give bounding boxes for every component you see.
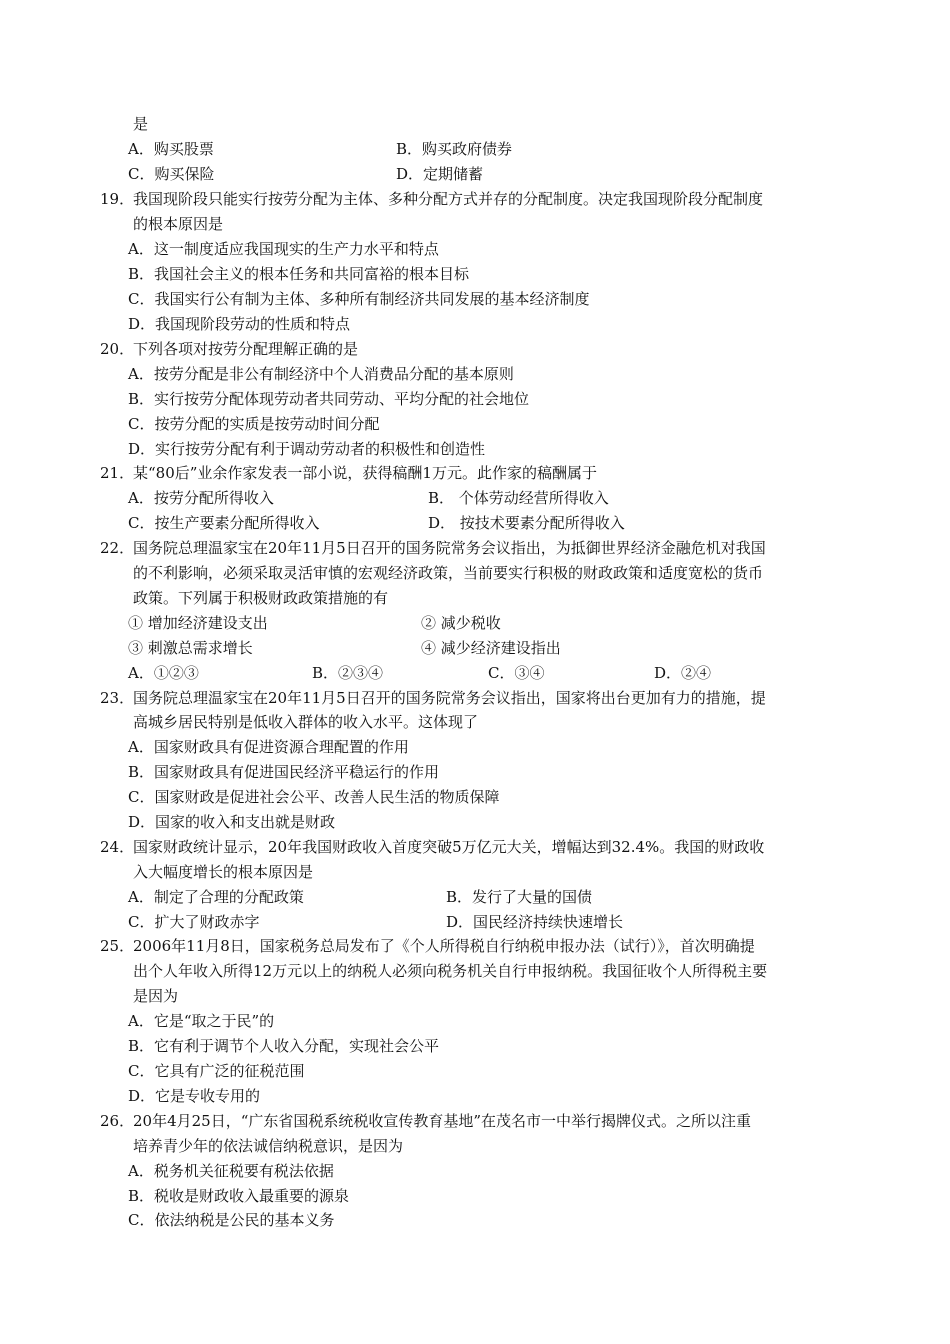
question-stem: 高城乡居民特别是低收入群体的收入水平。这体现了: [133, 713, 479, 731]
option-d: D．②④: [654, 664, 712, 682]
statement-item: ① 增加经济建设支出: [128, 614, 268, 632]
option-b: B．购买政府债券: [396, 140, 513, 158]
question-stem: 入大幅度增长的根本原因是: [133, 863, 314, 881]
question-stem: 是因为: [133, 987, 179, 1005]
option-a: A．税务机关征税要有税法依据: [128, 1162, 334, 1180]
question-stem: 培养青少年的依法诚信纳税意识，是因为: [133, 1137, 404, 1155]
question-number: 19．: [100, 190, 135, 208]
option-c: C．购买保险: [128, 165, 215, 183]
question-stem: 出个人年收入所得12万元以上的纳税人必须向税务机关自行申报纳税。我国征收个人所得税主要: [133, 962, 768, 980]
option-c: C．依法纳税是公民的基本义务: [128, 1211, 335, 1229]
question-number: 25．: [100, 937, 135, 955]
option-d: D． 按技术要素分配所得收入: [428, 514, 625, 532]
option-c: C．扩大了财政赤字: [128, 913, 260, 931]
statement-item: ② 减少税收: [421, 614, 501, 632]
option-a: A．它是“取之于民”的: [128, 1012, 275, 1030]
option-b: B．发行了大量的国债: [446, 888, 593, 906]
option-b: B．②③④: [312, 664, 384, 682]
option-a: A．按劳分配是非公有制经济中个人消费品分配的基本原则: [128, 365, 514, 383]
question-stem: 我国现阶段只能实行按劳分配为主体、多种分配方式并存的分配制度。决定我国现阶段分配制度: [133, 190, 764, 208]
question-stem: 国家财政统计显示，20年我国财政收入首度突破5万亿元大关，增幅达到32.4%。我国的财政收: [133, 838, 765, 856]
option-b: B． 个体劳动经营所得收入: [428, 489, 609, 507]
option-b: B．实行按劳分配体现劳动者共同劳动、平均分配的社会地位: [128, 390, 530, 408]
option-a: A．国家财政具有促进资源合理配置的作用: [128, 738, 409, 756]
question-stem: 的根本原因是: [133, 215, 224, 233]
question-number: 26．: [100, 1112, 135, 1130]
option-c: C．按劳分配的实质是按劳动时间分配: [128, 415, 380, 433]
option-d: D．国民经济持续快速增长: [446, 913, 624, 931]
question-number: 21．: [100, 464, 135, 482]
question-stem: 某“80后”业余作家发表一部小说，获得稿酬1万元。此作家的稿酬属于: [133, 464, 597, 482]
option-d: D．国家的收入和支出就是财政: [128, 813, 336, 831]
question-number: 24．: [100, 838, 135, 856]
question-number: 23．: [100, 689, 135, 707]
option-a: A．购买股票: [128, 140, 214, 158]
option-a: A．按劳分配所得收入: [128, 489, 274, 507]
option-c: C．按生产要素分配所得收入: [128, 514, 320, 532]
option-d: D．它是专收专用的: [128, 1087, 261, 1105]
option-d: D．定期储蓄: [396, 165, 484, 183]
question-stem: 政策。下列属于积极财政政策措施的有: [133, 589, 389, 607]
question-stem: 国务院总理温家宝在20年11月5日召开的国务院常务会议指出，为抵御世界经济金融危机对我国: [133, 539, 766, 557]
question-number: 22．: [100, 539, 135, 557]
option-c: C．我国实行公有制为主体、多种所有制经济共同发展的基本经济制度: [128, 290, 590, 308]
question-stem: 20年4月25日，“广东省国税系统税收宣传教育基地”在茂名市一中举行揭牌仪式。之所以注重: [133, 1112, 752, 1130]
option-a: A．这一制度适应我国现实的生产力水平和特点: [128, 240, 439, 258]
option-c: C．③④: [488, 664, 545, 682]
question-stem: 下列各项对按劳分配理解正确的是: [133, 340, 359, 358]
option-a: A．制定了合理的分配政策: [128, 888, 304, 906]
option-b: B．我国社会主义的根本任务和共同富裕的根本目标: [128, 265, 470, 283]
question-stem: 是: [133, 115, 149, 133]
option-c: C．国家财政是促进社会公平、改善人民生活的物质保障: [128, 788, 500, 806]
question-number: 20．: [100, 340, 135, 358]
option-d: D．我国现阶段劳动的性质和特点: [128, 315, 351, 333]
option-c: C．它具有广泛的征税范围: [128, 1062, 305, 1080]
option-b: B．国家财政具有促进国民经济平稳运行的作用: [128, 763, 440, 781]
question-stem: 的不利影响，必须采取灵活审慎的宏观经济政策，当前要实行积极的财政政策和适度宽松的货币: [133, 564, 764, 582]
question-stem: 2006年11月8日，国家税务总局发布了《个人所得税自行纳税申报办法（试行）》，首次明确提: [133, 937, 755, 955]
statement-item: ④ 减少经济建设指出: [421, 639, 561, 657]
option-a: A．①②③: [128, 664, 199, 682]
statement-item: ③ 刺激总需求增长: [128, 639, 253, 657]
option-b: B．税收是财政收入最重要的源泉: [128, 1187, 350, 1205]
option-b: B．它有利于调节个人收入分配，实现社会公平: [128, 1037, 440, 1055]
question-stem: 国务院总理温家宝在20年11月5日召开的国务院常务会议指出，国家将出台更加有力的措施，提: [133, 689, 766, 707]
option-d: D．实行按劳分配有利于调动劳动者的积极性和创造性: [128, 440, 486, 458]
